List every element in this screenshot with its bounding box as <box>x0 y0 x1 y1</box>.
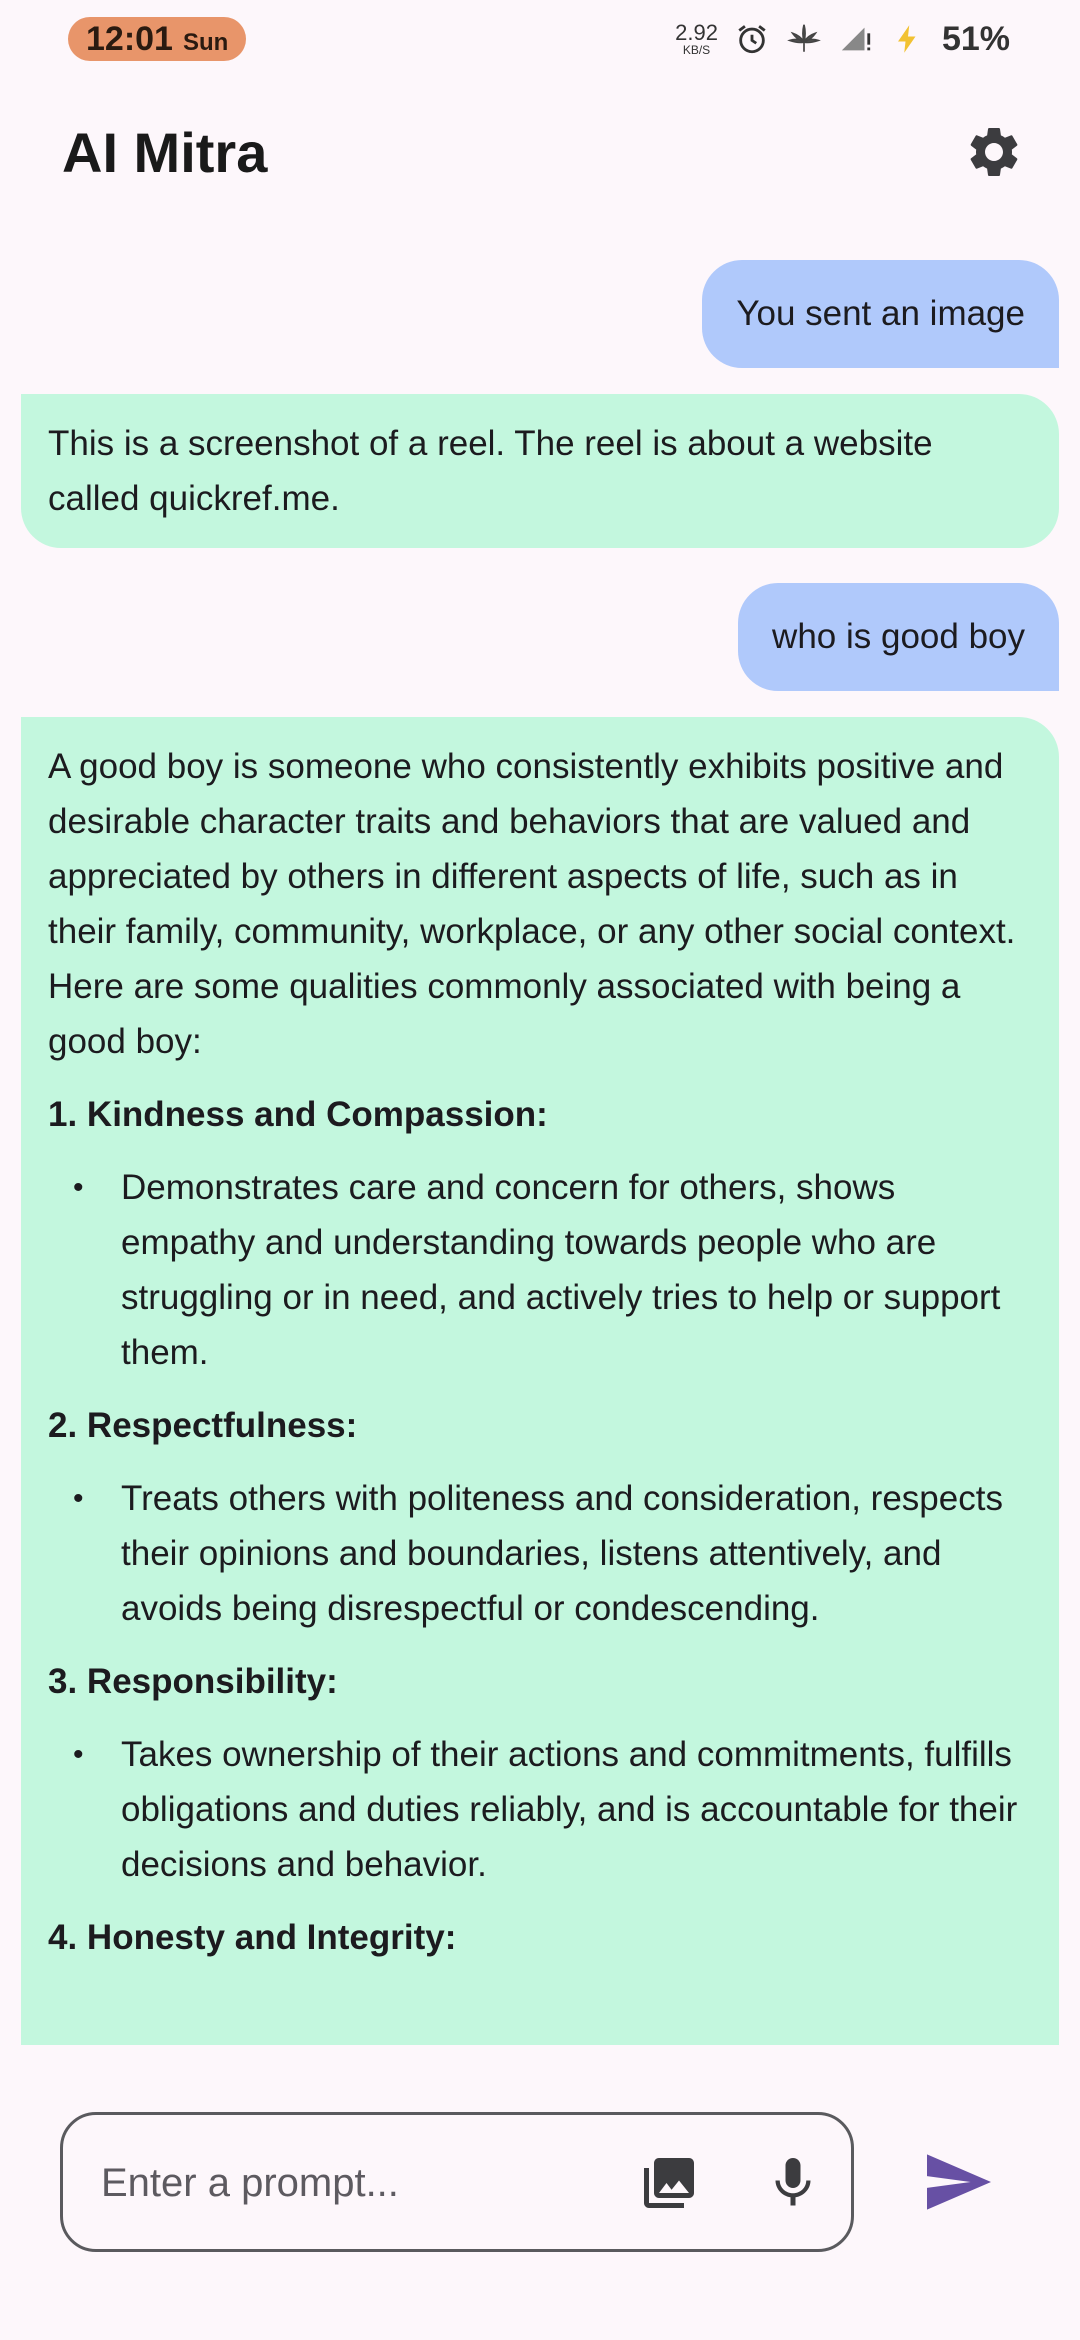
bot-message <box>21 394 1059 548</box>
bot-intro-text: A good boy is someone who consistently exhibits positive and desirable character traits and behaviors that are valued and appreciated by others in different aspects of life, such as in their family, community, workplace, or any other social context. Here are some qualities commonly associated with being a good boy: <box>48 747 1016 1061</box>
time-pill <box>68 17 246 61</box>
battery-percent: 51% <box>941 19 1010 58</box>
section-heading: 2. Respectfulness: <box>48 1406 358 1445</box>
status-day: Sun <box>182 29 229 56</box>
image-picker-button[interactable] <box>639 2153 699 2213</box>
alarm-icon <box>734 21 770 57</box>
app-title: AI Mitra <box>62 121 268 184</box>
settings-button[interactable] <box>964 122 1024 182</box>
home-bar <box>0 2310 1080 2340</box>
net-speed-unit: KB/S <box>682 43 711 57</box>
user-message-text: who is good boy <box>772 617 1025 656</box>
app-bar <box>0 110 1080 190</box>
net-speed-value: 2.92 <box>675 20 718 45</box>
photo-library-icon <box>639 2153 699 2213</box>
section-heading: 3. Responsibility: <box>48 1662 338 1701</box>
status-icons <box>675 14 1010 64</box>
bullet-item: • Takes ownership of their actions and commitments, fulfills obligations and duties reliably, and is accountable for their decisions and behavior. <box>121 1727 1032 1892</box>
status-time: 12:01 <box>86 20 173 58</box>
prompt-input[interactable] <box>99 2115 603 2251</box>
mic-icon <box>763 2153 823 2213</box>
bullet-list <box>48 1160 1032 1380</box>
bot-message <box>21 717 1059 2045</box>
net-speed <box>675 22 718 56</box>
send-icon <box>924 2150 994 2214</box>
bullet-item: • Treats others with politeness and consideration, respects their opinions and boundaries, listens attentively, and avoids being disrespectful or condescending. <box>121 1471 1032 1636</box>
section-heading: 4. Honesty and Integrity: <box>48 1918 457 1957</box>
gear-icon <box>964 122 1024 182</box>
bullet-list <box>48 1471 1032 1636</box>
user-message <box>702 260 1059 368</box>
input-bar <box>0 2080 1080 2340</box>
bullet-item: • Demonstrates care and concern for others, shows empathy and understanding towards people who are struggling or in need, and actively tries to help or support them. <box>121 1160 1032 1380</box>
charging-icon <box>890 21 926 57</box>
prompt-box <box>60 2112 854 2252</box>
section-heading: 1. Kindness and Compassion: <box>48 1095 548 1134</box>
user-message <box>738 583 1059 691</box>
signal-alert-icon <box>838 21 874 57</box>
mic-button[interactable] <box>763 2153 823 2213</box>
leaf-icon <box>786 21 822 57</box>
send-button[interactable] <box>924 2150 994 2214</box>
chat-list[interactable] <box>0 260 1080 2045</box>
user-message-text: You sent an image <box>736 294 1025 333</box>
status-bar <box>0 0 1080 80</box>
bullet-list <box>48 1727 1032 1892</box>
bot-message-text: This is a screenshot of a reel. The reel is about a website called quickref.me. <box>48 424 933 518</box>
